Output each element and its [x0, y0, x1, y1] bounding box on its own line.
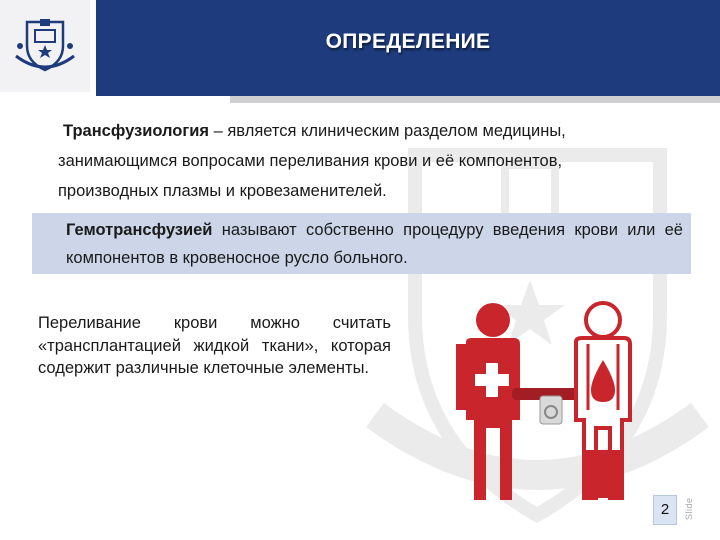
- hemotransfusion-text: [66, 216, 683, 272]
- transfusion-device: [540, 396, 562, 424]
- donor-figure-icon: [456, 303, 520, 500]
- slide-title: ОПРЕДЕЛЕНИЕ: [325, 30, 491, 53]
- header-shadow: [230, 96, 720, 103]
- hemotransfusion-term: Гемотрансфузией: [66, 221, 213, 239]
- definition-line-1: – является клиническим разделом медицины,: [209, 122, 566, 140]
- definition-line-3: производных плазмы и кровезаменителей.: [58, 182, 387, 200]
- transplant-paragraph: Переливание крови можно считать «трансплантацией жидкой ткани», которая содержит различные клеточные элементы.: [38, 314, 391, 377]
- transfusion-illustration: [448, 300, 648, 500]
- university-crest-icon: [13, 16, 77, 74]
- definition-paragraph: [58, 116, 690, 206]
- hemotransfusion-definition: называют собственно процедуру введения крови или её компонентов в кровеносное русло больного.: [66, 221, 683, 267]
- definition-term: Трансфузиология: [63, 122, 210, 140]
- slide-label: Slide: [684, 497, 694, 520]
- page-number: 2: [653, 495, 677, 525]
- definition-line-2: занимающимся вопросами переливания крови и её компонентов,: [58, 152, 563, 170]
- recipient-figure-icon: [576, 303, 630, 498]
- logo-box: [0, 0, 90, 92]
